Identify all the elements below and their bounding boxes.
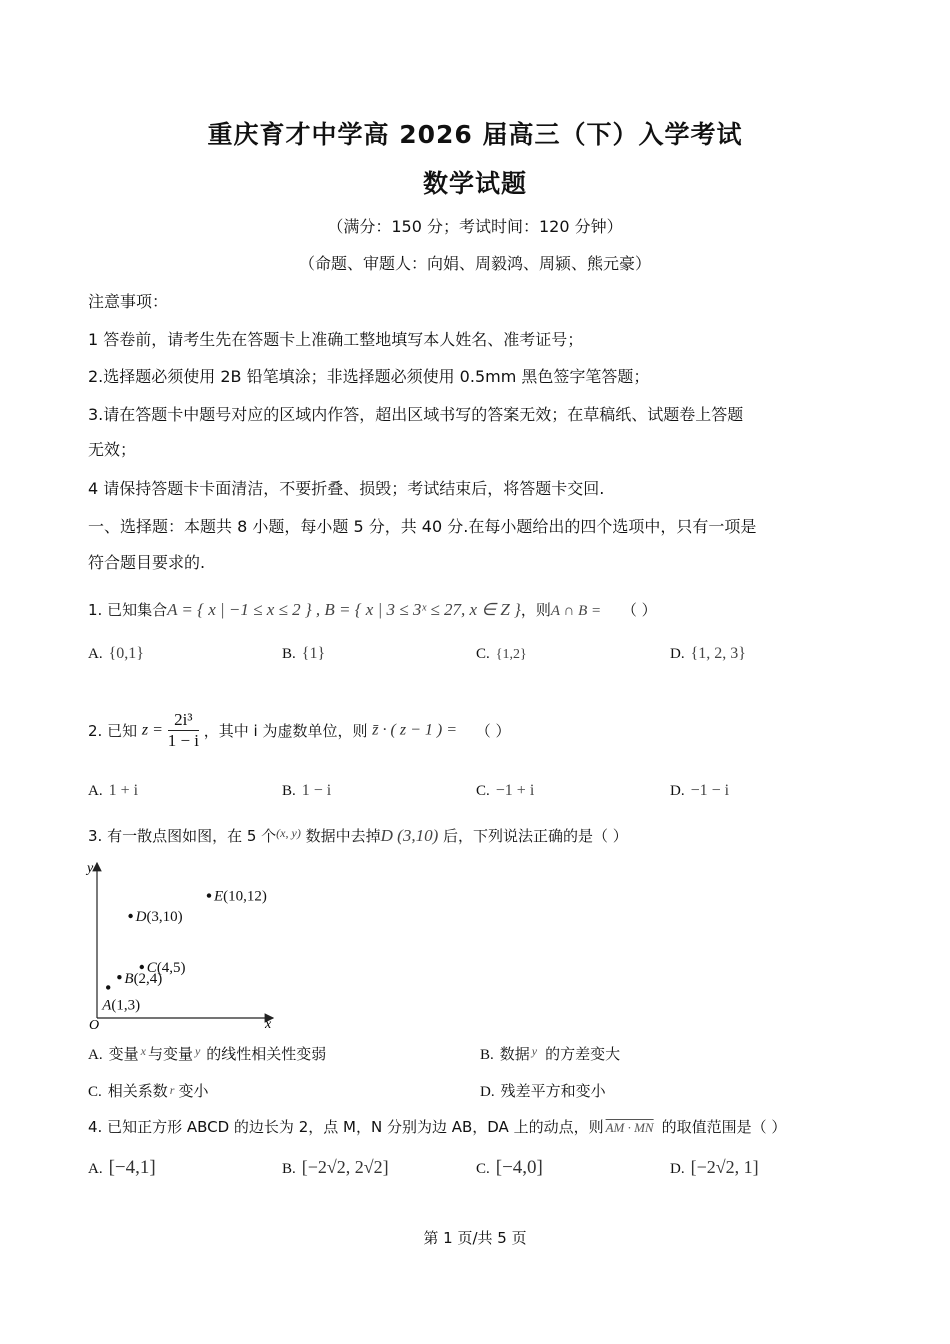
q2-frac-denominator: 1 − i xyxy=(167,731,199,750)
question-1 xyxy=(88,599,657,620)
q1-ask-expression: A ∩ B = xyxy=(550,603,602,619)
q3-pair-expression: (x, y) xyxy=(276,826,301,840)
q3-scatter-plot xyxy=(84,855,284,1035)
scatter-point xyxy=(140,965,144,969)
q2-prefix: 2. 已知 xyxy=(88,722,138,740)
q2-option-a[interactable]: A. 1 + i xyxy=(88,782,139,799)
q1-set-expression: A = { x | −1 ≤ x ≤ 2 } , B = { x | 3 ≤ 3ˣ ≤ 27, x ∈ Z } xyxy=(167,600,521,619)
y-axis-label: y xyxy=(87,861,94,876)
q4-post: 的取值范围是（ ） xyxy=(661,1118,787,1136)
scatter-point-label: E(10,12) xyxy=(214,888,267,905)
scatter-point xyxy=(117,975,121,979)
q2-frac-numerator: 2i³ xyxy=(168,710,199,731)
q2-option-c[interactable]: C. −1 + i xyxy=(476,782,535,799)
scatter-point-label: B(2,4) xyxy=(124,971,163,988)
q2-option-b[interactable]: B. 1 − i xyxy=(282,782,332,799)
scatter-point-label: D(3,10) xyxy=(135,909,183,925)
q4-option-c[interactable]: C. [−4,0] xyxy=(476,1157,543,1178)
q4-text: 4. 已知正方形 ABCD 的边长为 2，点 M，N 分别为边 AB，DA 上的动点，则 xyxy=(88,1118,604,1136)
page-number: 第 1 页/共 5 页 xyxy=(423,1229,527,1247)
question-4 xyxy=(88,1116,786,1137)
scatter-point xyxy=(207,893,211,897)
notes-heading: 注意事项： xyxy=(88,292,169,311)
scatter-point-label: A(1,3) xyxy=(102,997,141,1014)
exam-authors: （命题、审题人：向娟、周毅鸿、周颍、熊元豪） xyxy=(298,254,651,273)
q1-prefix: 1. 已知集合 xyxy=(88,601,168,619)
q4-vector-expression: AM · MN xyxy=(605,1120,654,1135)
section1-instructions-line1: 一、选择题：本题共 8 小题，每小题 5 分，共 40 分.在每小题给出的四个选项中，只有一项是 xyxy=(88,517,757,536)
exam-meta: （满分：150 分；考试时间：120 分钟） xyxy=(327,217,623,236)
q3-option-a[interactable]: A. 变量 $^x$ 与变量 $^y$ 的线性相关性变弱 xyxy=(88,1044,327,1063)
q4-option-d[interactable]: D. [−2√2, 1] xyxy=(670,1157,759,1177)
q1-answer-paren: （ ） xyxy=(621,601,657,619)
scatter-point xyxy=(106,985,110,989)
x-axis-label: x xyxy=(265,1017,272,1032)
q2-middle: ，其中 i 为虚数单位，则 xyxy=(203,722,368,740)
note-item-3-line1: 3.请在答题卡中题号对应的区域内作答，超出区域书写的答案无效；在草稿纸、试题卷上答题 xyxy=(88,405,744,424)
q1-mid: ，则 xyxy=(520,601,551,619)
q3-option-b[interactable]: B. 数据 $^y$ 的方差变大 xyxy=(480,1044,621,1063)
q2-answer-paren: （ ） xyxy=(475,722,511,740)
q2-fraction xyxy=(168,710,199,751)
section1-instructions-line2: 符合题目要求的. xyxy=(88,553,206,572)
subject-title: 数学试题 xyxy=(422,169,527,198)
q1-option-d[interactable]: D. {1, 2, 3} xyxy=(670,645,746,662)
q3-point-expression: D (3,10) xyxy=(380,826,439,845)
note-item-2: 2.选择题必须使用 2B 铅笔填涂；非选择题必须使用 0.5mm 黑色签字笔答题； xyxy=(88,367,650,386)
exam-title: 重庆育才中学高 2026 届高三（下）入学考试 xyxy=(207,120,743,149)
q3-option-c[interactable]: C. 相关系数 r 变小 xyxy=(88,1082,209,1100)
note-item-1: 1 答卷前，请考生先在答题卡上准确工整地填写本人姓名、准考证号； xyxy=(88,330,584,349)
scatter-point-label: C(4,5) xyxy=(146,960,186,976)
scatter-point xyxy=(128,914,132,918)
q2-option-d[interactable]: D. −1 − i xyxy=(670,782,730,799)
q3-text-part1: 3. 有一散点图如图，在 5 个 xyxy=(88,827,277,845)
origin-label: O xyxy=(89,1018,100,1033)
q3-text-part3: 后，下列说法正确的是（ ） xyxy=(443,827,628,845)
q2-ask-expression: z̄ · ( z − 1 ) = xyxy=(372,721,457,739)
note-item-4: 4 请保持答题卡卡面清洁，不要折叠、损毁；考试结束后，将答题卡交回. xyxy=(88,479,605,498)
q4-option-a[interactable]: A. [−4,1] xyxy=(88,1157,156,1178)
q1-option-a[interactable]: A. {0,1} xyxy=(88,645,144,662)
note-item-3-line2: 无效； xyxy=(88,440,137,459)
question-3 xyxy=(88,825,628,846)
q3-text-part2: 数据中去掉 xyxy=(305,827,381,845)
q1-option-c[interactable]: C. {1,2} xyxy=(476,646,527,662)
q4-option-b[interactable]: B. [−2√2, 2√2] xyxy=(282,1157,389,1177)
question-2 xyxy=(88,710,511,751)
q1-option-b[interactable]: B. {1} xyxy=(282,645,326,662)
q3-option-d[interactable]: D. 残差平方和变小 xyxy=(480,1082,606,1100)
q2-z-lhs: z = xyxy=(141,721,163,739)
